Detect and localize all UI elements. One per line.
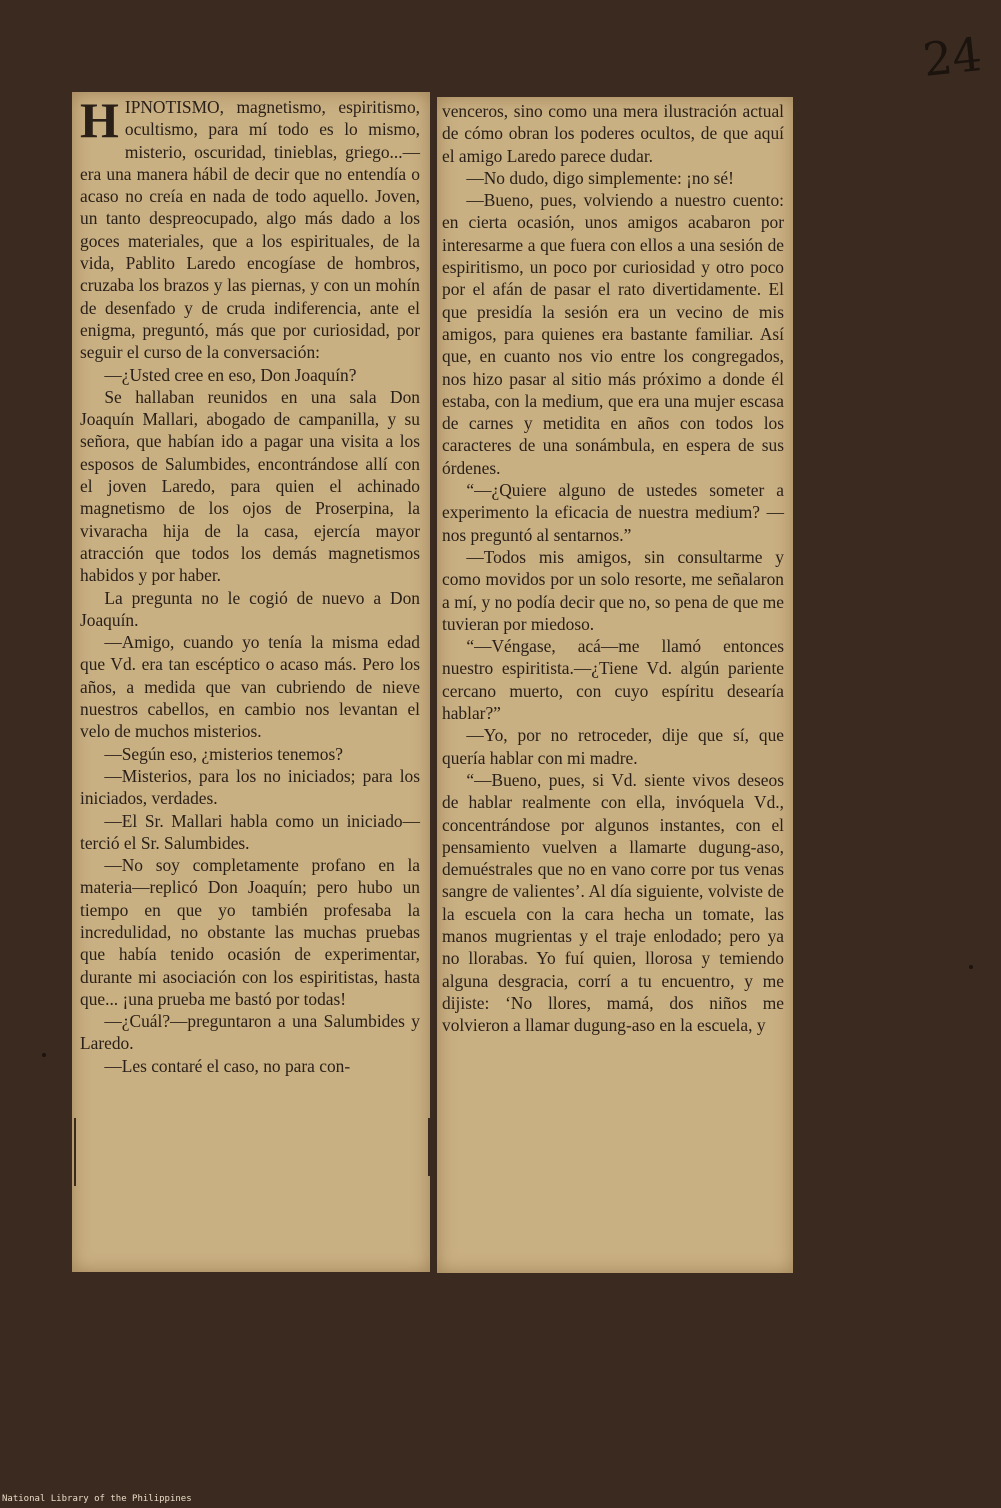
paragraph: La pregunta no le cogió de nuevo a Don Joaquín.	[80, 587, 420, 630]
paragraph: —¿Cuál?—preguntaron a una Salumbides y Laredo.	[80, 1011, 420, 1054]
paragraph: “—Bueno, pues, si Vd. siente vivos deseos de hablar realmente con ella, invóquela Vd., concentrándose por algunos instantes, con el pensamiento vuelven a llamarte dugung-aso, demuéstrales que no en vano corre por tus venas sangre de valientes’. Al día siguiente, volviste de la escuela con la cara hecha un tomate, las manos mugrientas y el traje enlodado; pero ya no llorabas. Yo fuí quien, llorosa y temiendo alguna desgracia, corrí a tu encuentro, y me dijiste: ‘No llores, mamá, dos niños me volvieron a llamar dugung-aso en la escuela, y	[442, 769, 784, 1036]
handwritten-page-number: 24	[920, 27, 985, 87]
paragraph: —No dudo, digo simplemente: ¡no sé!	[466, 167, 734, 188]
footer-credit: National Library of the Philippines	[2, 1494, 192, 1504]
paragraph: —Yo, por no retroceder, dije que sí, que quería hablar con mi madre.	[442, 725, 784, 768]
paragraph: venceros, sino como una mera ilustración actual de cómo obran los poderes ocultos, de que aquí el amigo Laredo parece dudar.	[442, 101, 784, 166]
paragraph: —No soy completamente profano en la materia—replicó Don Joaquín; pero hubo un tiempo en que yo también profesaba la incredulidad, no obstante las muchas pruebas que había tenido ocasión de experimentar, durante mi asociación con los espiritistas, hasta que... ¡una prueba me bastó por todas!	[80, 855, 420, 1009]
column-rule-right	[428, 1118, 430, 1176]
paragraph: —Amigo, cuando yo tenía la misma edad que Vd. era tan escéptico o acaso más. Pero los años, a medida que van cubriendo de nieve nuestros cabellos, en cambio nos levantan el velo de muchos misterios.	[80, 632, 420, 742]
article-left-column	[80, 92, 420, 1077]
paragraph: Se hallaban reunidos en una sala Don Joaquín Mallari, abogado de campanilla, y su señora, que habían ido a pagar una visita a los esposos de Salumbides, encontrándose allí con el joven Laredo, para quien el achinado magnetismo de los ojos de Proserpina, la vivaracha hija de la casa, ejercía mayor atracción que todos los demás magnetismos habidos y por haber.	[80, 386, 420, 586]
paragraph: “—¿Quiere alguno de ustedes someter a experimento la eficacia de nuestra medium? — nos preguntó al sentarnos.”	[442, 480, 784, 545]
paragraph: —El Sr. Mallari habla como un iniciado— terció el Sr. Salumbides.	[80, 810, 420, 853]
paragraph: —¿Usted cree en eso, Don Joaquín?	[104, 364, 357, 385]
drop-cap: H	[80, 92, 119, 148]
paragraph: —Bueno, pues, volviendo a nuestro cuento: en cierta ocasión, unos amigos acabaron por interesarme a que fuera con ellos a una sesión de espiritismo, un poco por curiosidad y otro poco por el afán de pasar el rato divertidamente. El que presidía la sesión era un vecino de mis amigos, para quienes era bastante familiar. Así que, en cuanto nos vio entre los congregados, nos hizo pasar al sitio más próximo a donde él estaba, con la medium, que era una mujer escasa de carnes y metidita en años con todos los caracteres de una sonámbula, en espera de sus órdenes.	[442, 190, 784, 478]
paragraph: —Todos mis amigos, sin consultarme y como movidos por un solo resorte, me señalaron a mí, y no podía decir que no, so pena de que me tuvieran por miedoso.	[442, 546, 784, 634]
ink-dot	[42, 1053, 46, 1057]
paragraph: —Misterios, para los no iniciados; para los iniciados, verdades.	[80, 765, 420, 809]
paragraph: —Según eso, ¿misterios tenemos?	[104, 743, 343, 764]
ink-dot	[969, 965, 973, 969]
article-right-column	[442, 100, 784, 1036]
paragraph: —Les contaré el caso, no para con-	[104, 1055, 351, 1076]
paragraph	[80, 92, 420, 364]
paragraph: “—Véngase, acá—me llamó entonces nuestro espiritista.—¿Tiene Vd. algún pariente cercano muerto, con cuyo espíritu desearía hablar?”	[442, 636, 784, 724]
paragraph-text: IPNOTISMO, magnetismo, espiritismo, ocultismo, para mí todo es lo mismo, misterio, oscuridad, tinieblas, griego...—era una manera hábil de decir que no entendía o acaso no creía en nada de todo aquello. Joven, un tanto despreocupado, algo más dado a los goces materiales, que a los espirituales, de la vida, Pablito Laredo encogíase de hombros, cruzaba los brazos y las piernas, y con un mohín de desenfado y de cruda indiferencia, ante el enigma, preguntó, más que por curiosidad, por seguir el curso de la conversación:	[80, 97, 420, 363]
column-rule-left	[74, 1118, 76, 1186]
